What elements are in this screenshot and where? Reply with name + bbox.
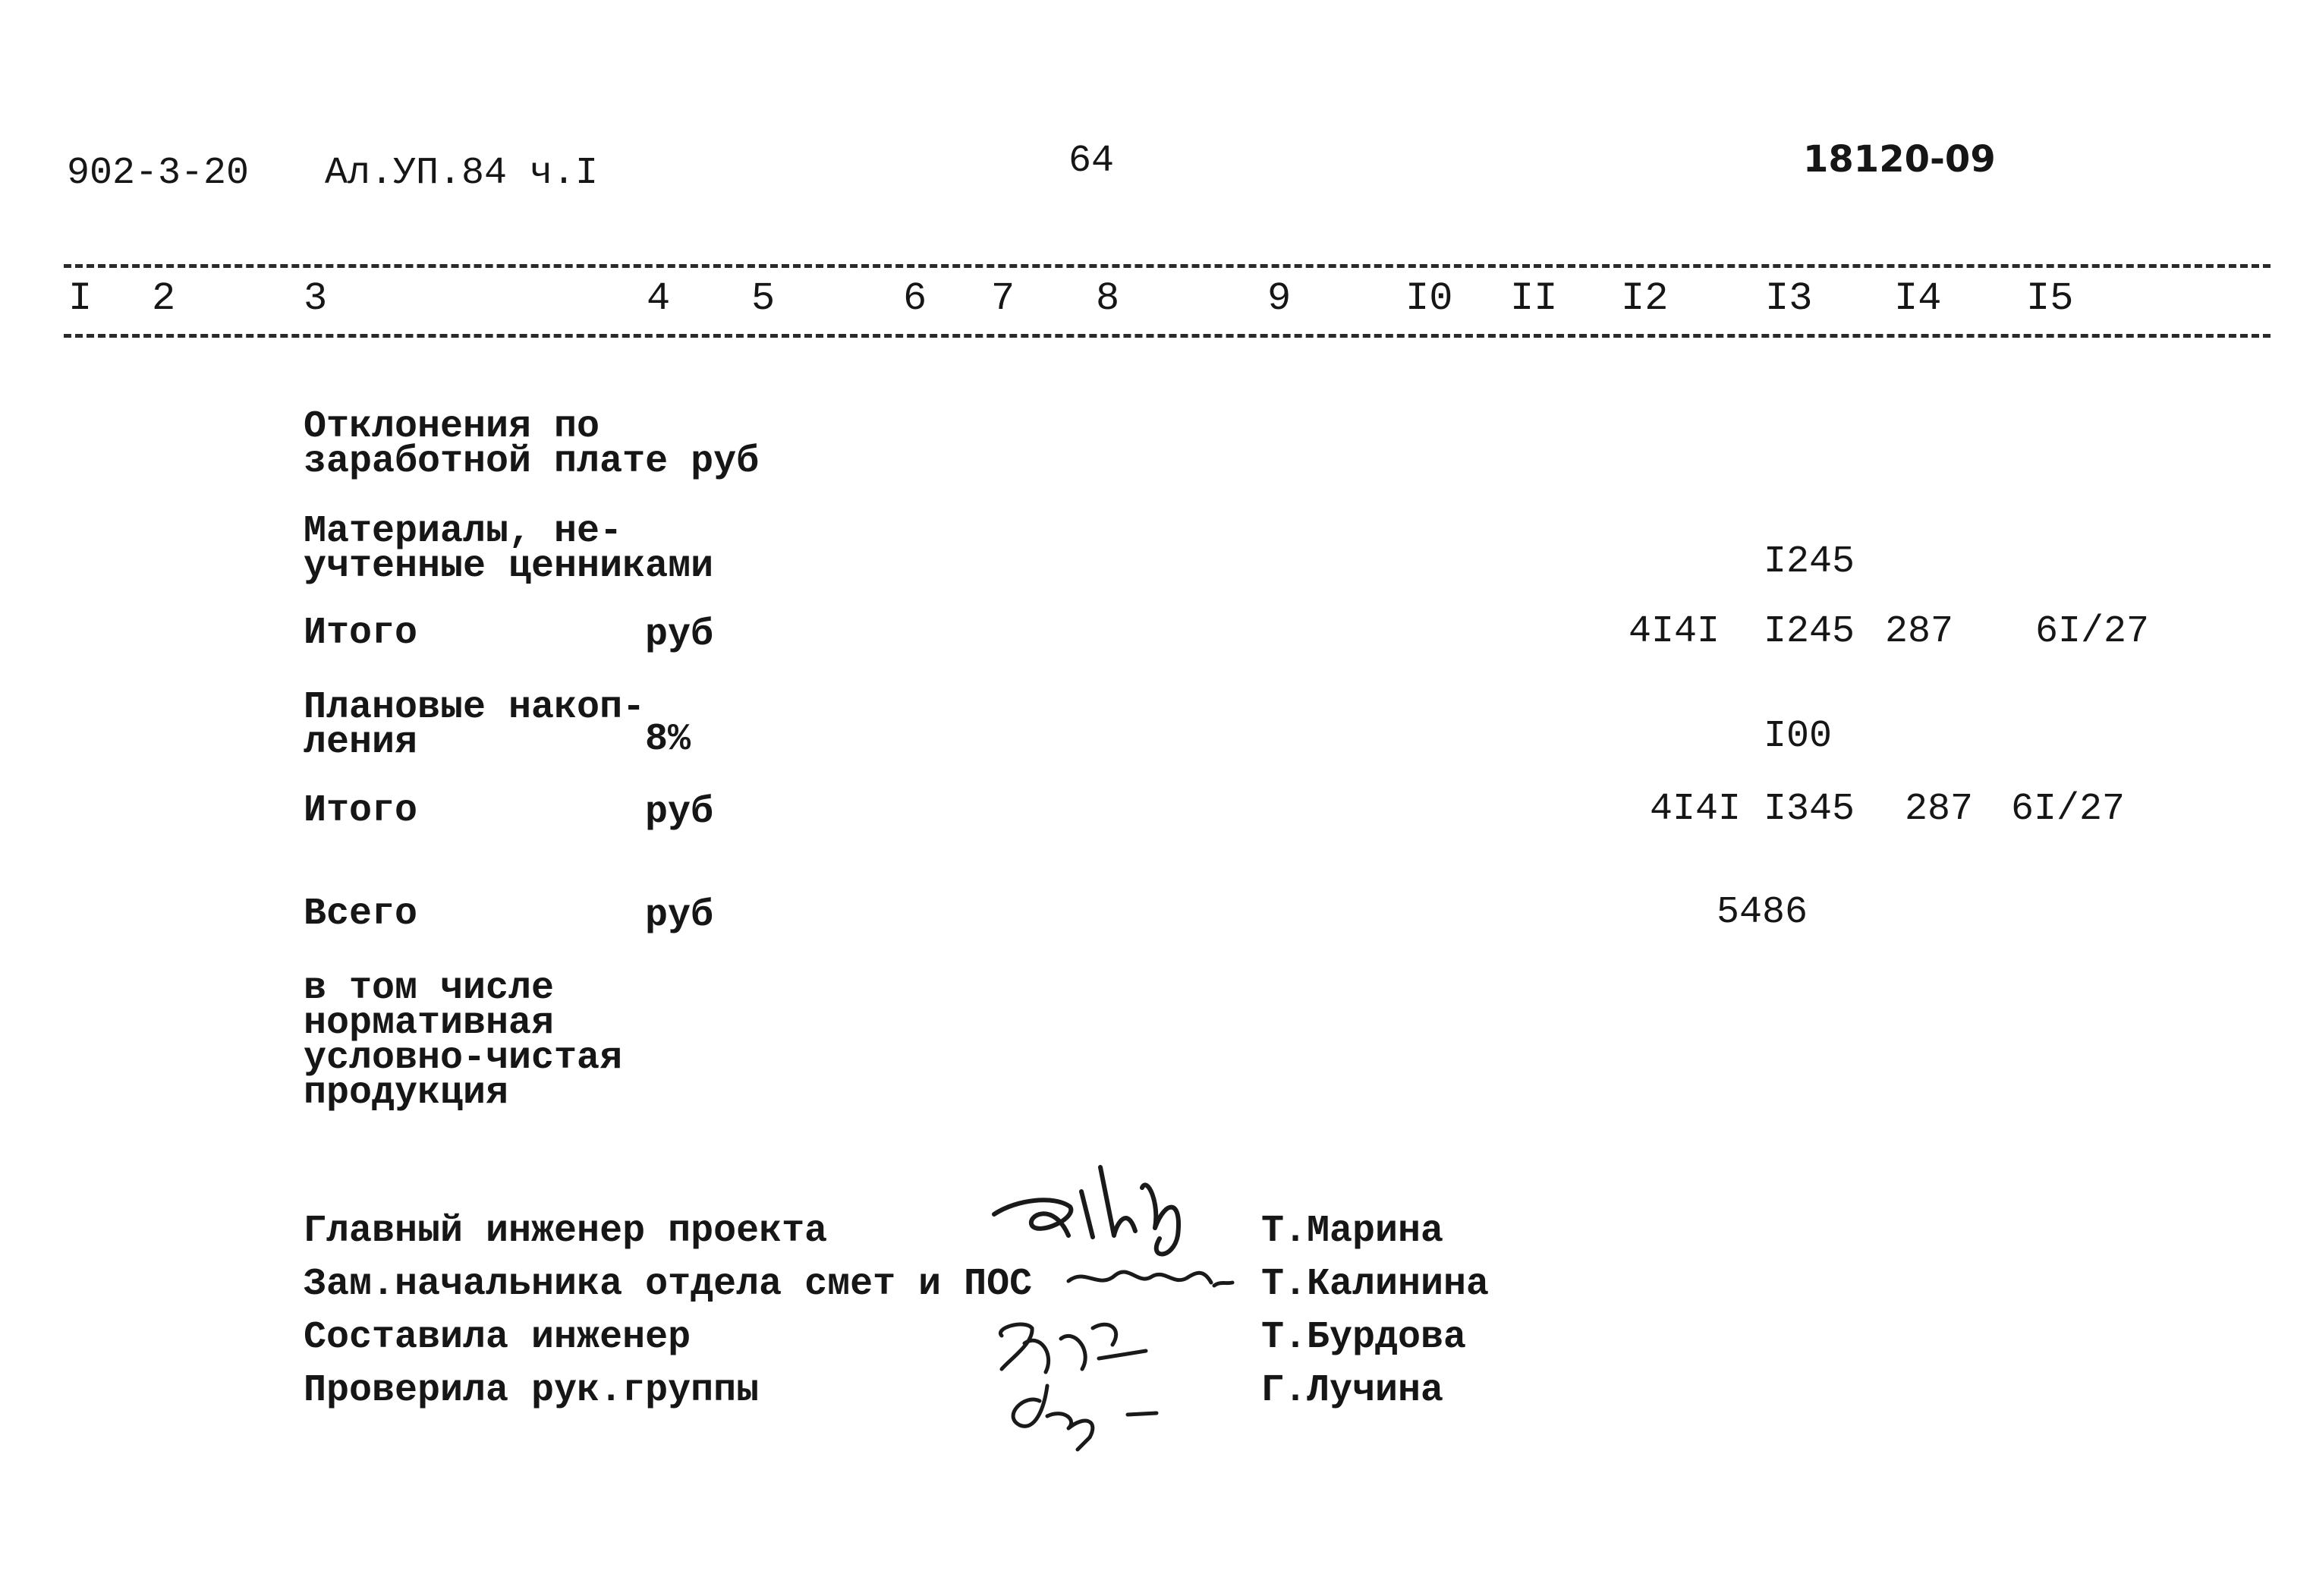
- document-code: 902-3-20: [67, 152, 250, 195]
- bottom-dashed-rule: [64, 334, 2271, 338]
- column-number-12: I2: [1621, 276, 1669, 321]
- planned-savings-label-line1: Плановые накоп-: [304, 686, 646, 729]
- wage-deviation-label-line1: Отклонения по: [304, 405, 600, 449]
- including-label-line4: продукция: [304, 1072, 509, 1115]
- album-reference: Ал.УП.84 ч.I: [325, 152, 599, 195]
- column-number-9: 9: [1267, 276, 1292, 321]
- handwritten-signature-group-lead: [994, 1371, 1169, 1454]
- total2-label: Итого: [304, 789, 418, 833]
- handwritten-signature-deputy-head: [1062, 1252, 1237, 1305]
- total2-col15-value: 6I/27: [2011, 788, 2126, 831]
- grand-total-unit: руб: [645, 894, 714, 937]
- column-number-4: 4: [647, 276, 671, 321]
- materials-col13-value: I245: [1764, 540, 1855, 584]
- signature-name-compiler: Т.Бурдова: [1261, 1316, 1467, 1359]
- planned-savings-percent: 8%: [645, 718, 691, 761]
- including-label-line3: условно-чистая: [304, 1037, 623, 1080]
- total2-col14-value: 287: [1905, 788, 1974, 831]
- grand-total-value: 5486: [1717, 891, 1808, 934]
- materials-label-line2: учтенные ценниками: [304, 545, 714, 588]
- column-number-10: I0: [1405, 276, 1453, 321]
- signature-name-chief-engineer: Т.Марина: [1261, 1210, 1444, 1253]
- column-number-8: 8: [1096, 276, 1120, 321]
- top-dashed-rule: [64, 264, 2271, 268]
- total2-unit: руб: [645, 791, 714, 834]
- including-label-line2: нормативная: [304, 1002, 555, 1045]
- signature-role-chief-engineer: Главный инженер проекта: [304, 1210, 828, 1253]
- signature-name-group-lead: Г.Лучина: [1261, 1369, 1444, 1412]
- column-number-11: II: [1510, 276, 1558, 321]
- column-number-5: 5: [751, 276, 776, 321]
- grand-total-label: Всего: [304, 892, 418, 936]
- column-number-1: I: [68, 276, 93, 321]
- including-label-line1: в том числе: [304, 967, 555, 1010]
- total2-col12-value: 4I4I: [1650, 788, 1742, 831]
- total2-col13-value: I345: [1764, 788, 1855, 831]
- column-number-2: 2: [152, 276, 176, 321]
- signature-role-compiler: Составила инженер: [304, 1316, 691, 1359]
- column-number-3: 3: [304, 276, 328, 321]
- document-number: 18120-09: [1803, 138, 1996, 181]
- column-number-13: I3: [1765, 276, 1813, 321]
- wage-deviation-label-line2: заработной плате руб: [304, 440, 760, 483]
- signature-role-group-lead: Проверила рук.группы: [304, 1369, 760, 1412]
- signature-role-deputy-head: Зам.начальника отдела смет и ПОС: [304, 1263, 1033, 1306]
- planned-savings-label-line2: ления: [304, 721, 418, 764]
- total1-col12-value: 4I4I: [1629, 610, 1720, 653]
- column-number-15: I5: [2026, 276, 2074, 321]
- page-number: 64: [1068, 140, 1115, 183]
- total1-col15-value: 6I/27: [2035, 610, 2150, 653]
- handwritten-signature-chief-engineer: [987, 1146, 1214, 1267]
- total1-label: Итого: [304, 612, 418, 655]
- signature-name-deputy-head: Т.Калинина: [1261, 1263, 1490, 1306]
- handwritten-signature-compiler: [979, 1305, 1153, 1381]
- materials-label-line1: Материалы, не-: [304, 510, 623, 553]
- total1-unit: руб: [645, 613, 714, 656]
- total1-col13-value: I245: [1764, 610, 1855, 653]
- planned-savings-col13-value: I00: [1764, 715, 1833, 758]
- column-number-14: I4: [1894, 276, 1942, 321]
- column-number-6: 6: [903, 276, 927, 321]
- column-number-7: 7: [991, 276, 1015, 321]
- total1-col14-value: 287: [1885, 610, 1954, 653]
